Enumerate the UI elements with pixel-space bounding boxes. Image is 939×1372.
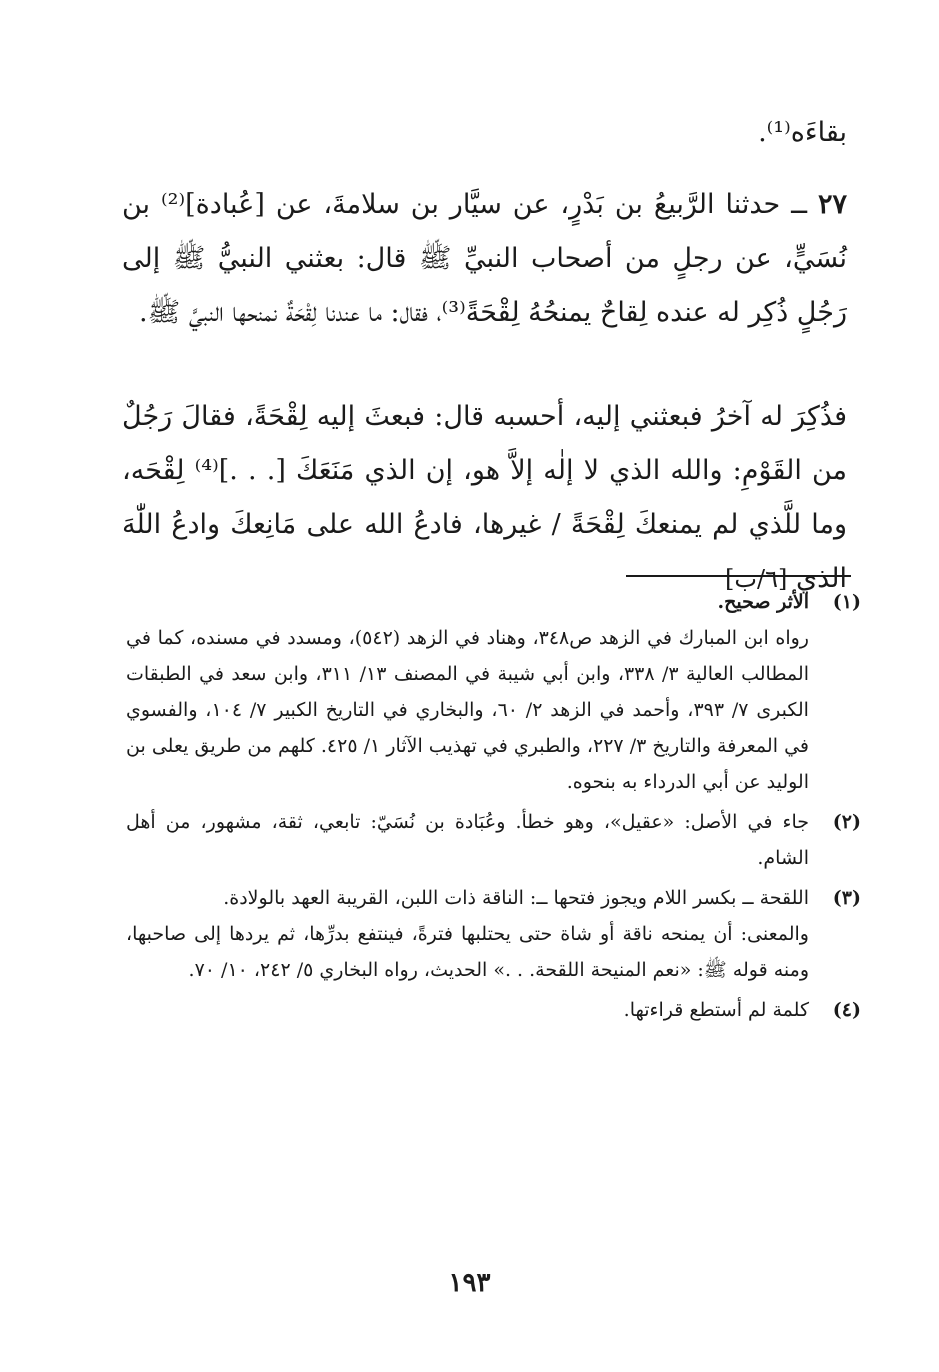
footnote-text: جاء في الأصل: «عقيل»، وهو خطأ. وعُبَادة بن نُسَيّ: تابعي، ثقة، مشهور، من أهل الشام. bbox=[126, 811, 809, 869]
page-number: ١٩٣ bbox=[448, 1268, 491, 1298]
footnote-number: (٢) bbox=[832, 811, 861, 833]
footnote-number: (٣) bbox=[832, 887, 861, 909]
hadith-paragraph-27 bbox=[122, 178, 847, 340]
continuation-paragraph-text: فذُكِرَ له آخرُ فبعثني إليه، أحسبه قال: فبعثَ إليه لِقْحَةً، فقالَ رَجُلٌ من القَوْمِ: والله الذي لا إلٰه إلاَّ هو، إن الذي مَنَعَكَ [. . .]⁽⁴⁾ لِقْحَه، وما للَّذي لم يمنعكَ لِقْحَةً / غيرها، فادعُ الله على مَانِعكَ وادعُ اللّٰهَ الذي bbox=[122, 401, 847, 594]
footnote-separator bbox=[626, 575, 851, 577]
folio-marker: [٦/ب] bbox=[725, 565, 788, 593]
footnote-text: اللقحة ــ بكسر اللام ويجوز فتحها ــ: الناقة ذات اللبن، القريبة العهد بالولادة. bbox=[223, 887, 809, 909]
footnote-heading: الأثر صحيح. bbox=[717, 591, 809, 613]
footnote-4 bbox=[126, 992, 861, 1028]
continuation-line bbox=[122, 106, 847, 160]
footnote-number: (٤) bbox=[832, 999, 861, 1021]
hadith-continuation-paragraph bbox=[122, 390, 847, 606]
footnote-1 bbox=[126, 584, 861, 800]
footnotes-section bbox=[126, 584, 861, 1032]
footnote-3 bbox=[126, 880, 861, 988]
footnote-2 bbox=[126, 804, 861, 876]
hadith-text: ــ حدثنا الرَّبيعُ بن بَدْرٍ، عن سيَّار بن سلامةَ، عن [عُبادة]⁽²⁾ بن نُسَيٍّ، عن رجلٍ من أصحاب النبيِّ ﷺ قال: بعثني النبيُّ ﷺ إلى رَجُلٍ ذُكِر له عنده لِقاحٌ يمنحُهُ لِقْحَةً⁽³⁾، فقال: ما عندنا لِقْحَةٌ نمنحها النبيَّ ﷺ. bbox=[122, 189, 847, 328]
footnote-text: والمعنى: أن يمنحه ناقة أو شاة حتى يحتلبها فترةً، فينتفع بدرِّها، ثم يردها إلى صاحبها، ومنه قوله ﷺ: «نعم المنيحة اللقحة. . .» الحديث، رواه البخاري ٥/ ٢٤٢، ١٠/ ٧٠. bbox=[126, 923, 809, 981]
continuation-text: بقاءَه⁽¹⁾. bbox=[758, 117, 847, 148]
footnote-text: كلمة لم أستطع قراءتها. bbox=[623, 999, 809, 1021]
hadith-number: ٢٧ bbox=[817, 189, 847, 220]
footnote-number: (١) bbox=[832, 591, 861, 613]
footnote-text: رواه ابن المبارك في الزهد ص٣٤٨، وهناد في الزهد (٥٤٢)، ومسدد في مسنده، كما في المطالب العالية ٣/ ٣٣٨، وابن أبي شيبة في المصنف ١٣/ ٣١١، وابن سعد في الطبقات الكبرى ٧/ ٣٩٣، وأحمد في الزهد ٢/ ٦٠، والبخاري في التاريخ الكبير ٧/ ١٠٤، والفسوي في المعرفة والتاريخ ٣/ ٢٢٧، والطبري في تهذيب الآثار ١/ ٤٢٥. كلهم من طريق يعلى بن الوليد عن أبي الدرداء به بنحوه. bbox=[126, 627, 809, 793]
